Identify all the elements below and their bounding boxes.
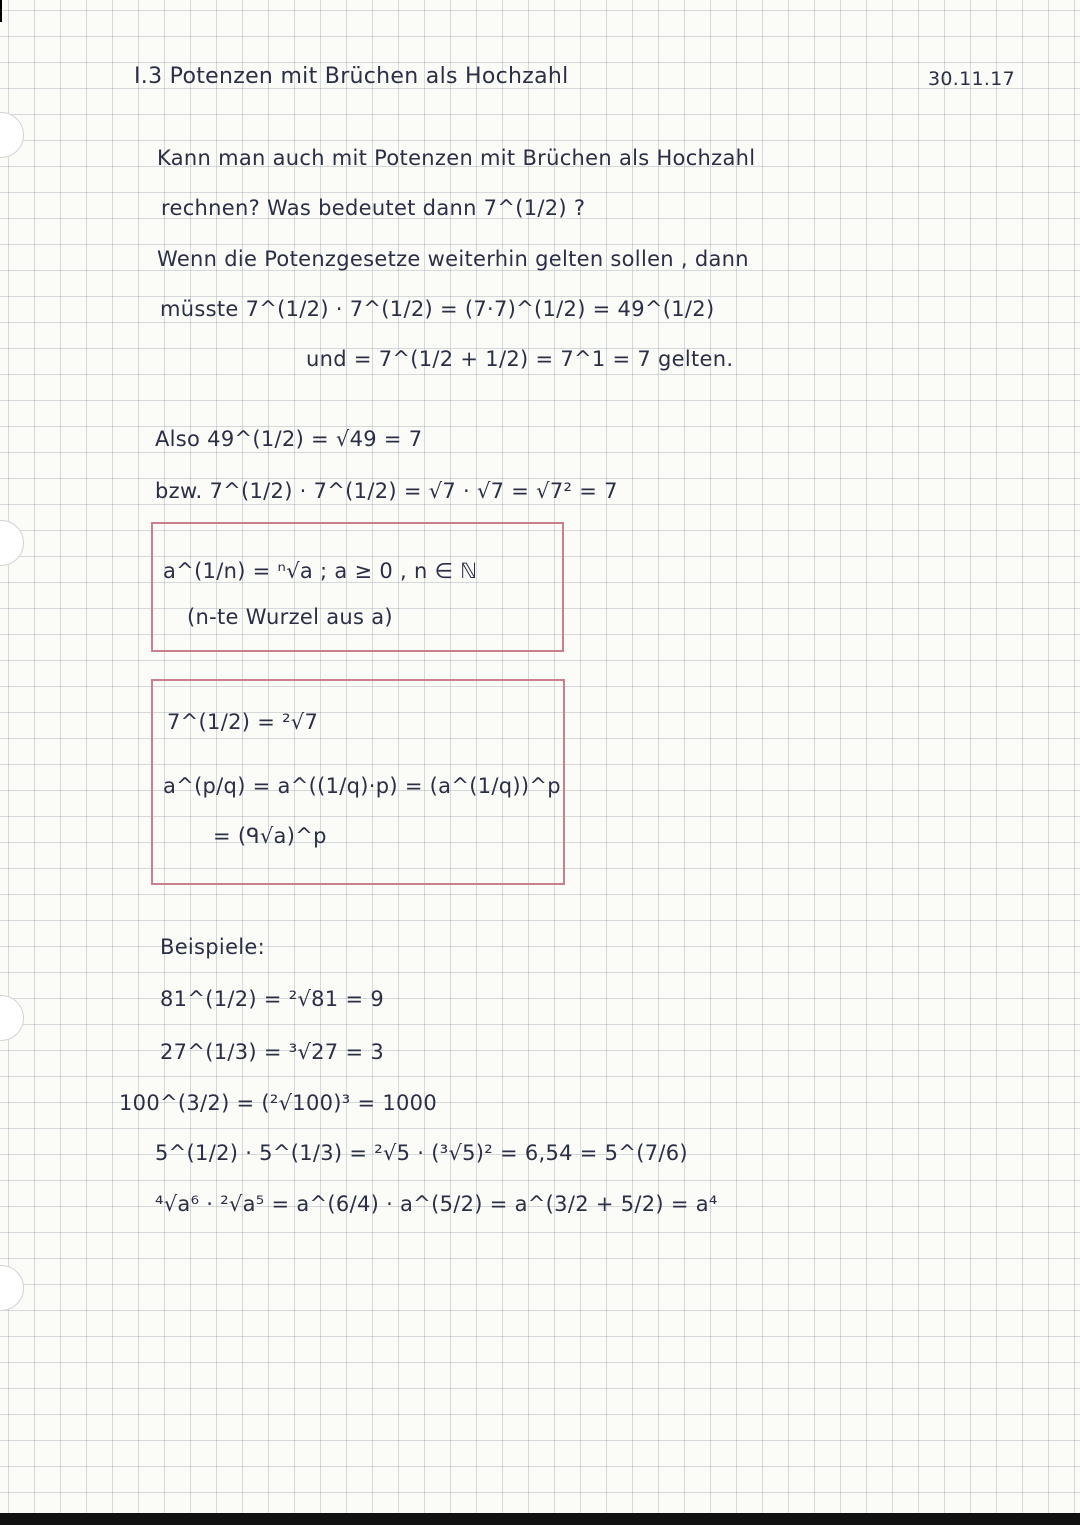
example-line: ⁴√a⁶ · ²√a⁵ = a^(6/4) · a^(5/2) = a^(3/2 + 5/2) = a⁴ [155, 1192, 718, 1216]
page-title: I.3 Potenzen mit Brüchen als Hochzahl [134, 64, 569, 89]
punch-hole [0, 1265, 24, 1311]
rule-line: a^(p/q) = a^((1/q)·p) = (a^(1/q))^p [163, 774, 561, 798]
intro-line: Kann man auch mit Potenzen mit Brüchen als Hochzahl [157, 146, 756, 170]
rule-line: = (ᑫ√a)^p [213, 824, 327, 848]
definition-note: (n-te Wurzel aus a) [187, 605, 393, 629]
rule-line: 7^(1/2) = ²√7 [167, 710, 319, 734]
conclusion-line: bzw. 7^(1/2) · 7^(1/2) = √7 · √7 = √7² = 7 [155, 479, 618, 503]
example-line: 100^(3/2) = (²√100)³ = 1000 [119, 1091, 437, 1115]
page-bottom-edge [0, 1513, 1080, 1525]
rule-box [151, 679, 565, 885]
punch-hole [0, 995, 24, 1041]
intro-line: rechnen? Was bedeutet dann 7^(1/2) ? [161, 196, 586, 220]
examples-heading: Beispiele: [160, 935, 266, 959]
punch-hole [0, 520, 24, 566]
example-line: 5^(1/2) · 5^(1/3) = ²√5 · (³√5)² = 6,54 = 5^(7/6) [155, 1141, 688, 1165]
punch-hole [0, 112, 24, 158]
example-line: 27^(1/3) = ³√27 = 3 [160, 1040, 384, 1064]
conclusion-line: Also 49^(1/2) = √49 = 7 [155, 427, 423, 451]
intro-line: und = 7^(1/2 + 1/2) = 7^1 = 7 gelten. [306, 347, 734, 371]
definition-box [151, 522, 564, 652]
example-line: 81^(1/2) = ²√81 = 9 [160, 987, 384, 1011]
page-date: 30.11.17 [928, 68, 1016, 90]
intro-line: müsste 7^(1/2) · 7^(1/2) = (7·7)^(1/2) = 49^(1/2) [160, 297, 715, 321]
page-edge-mark [0, 0, 2, 22]
intro-line: Wenn die Potenzgesetze weiterhin gelten sollen , dann [157, 247, 749, 271]
definition-formula: a^(1/n) = ⁿ√a ; a ≥ 0 , n ∈ ℕ [163, 559, 478, 583]
